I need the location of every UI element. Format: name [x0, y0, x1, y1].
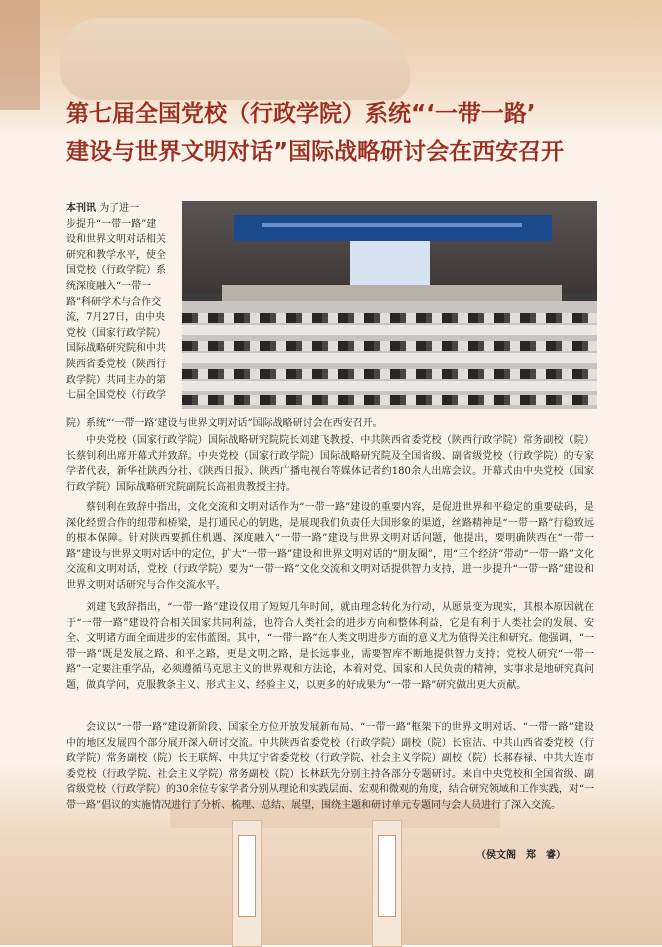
photo-seat-row [182, 325, 597, 335]
body-paragraph-1: 中央党校（国家行政学院）国际战略研究院院长刘建飞教授、中共陕西省委党校（陕西行政学院）常务副校（院）长蔡钊利出席开幕式并致辞。中央党校（国家行政学院）国际战略研究院及全国省级、副省级党校（行政学院）的专家学者代表，新华社陕西分社、《陕西日报》、陕西广播电视台等媒体记者约180余人出席会议。开幕式由中央党校（国家行政学院）国际战略研究院副院长高祖贵教授主持。 [66, 435, 594, 493]
intro-line: 步提升“一带一路”建 [66, 218, 157, 230]
intro-line: 统深度融入“一带一 [66, 281, 152, 292]
intro-line: 设和世界文明对话相关 [66, 234, 166, 246]
photo-audience-row [182, 395, 597, 405]
author-credit: （侯文阁 郑 睿） [476, 850, 566, 861]
inscribed-stone [60, 18, 410, 100]
gate-signboard-right [378, 835, 396, 917]
intro-line: 本刊讯 为了进一 [66, 203, 140, 214]
intro-line: 研究和教学水平，使全 [66, 249, 166, 261]
tree-silhouette [0, 0, 40, 110]
intro-line: 七届全国党校（行政学 [66, 390, 166, 402]
intro-line: 国党校（行政学院）系 [66, 265, 166, 277]
photo-audience-row [182, 341, 597, 351]
body-paragraph-3: 刘建飞致辞指出，“一带一路”建设仅用了短短几年时间，就由理念转化为行动，从愿景变为现实，其根本原因就在于“一带一路”建设符合相关国家共同利益，也符合人类社会的进步方向和整体利益，它是有利于人类社会的发展、安全、文明诸方面全面进步的宏伟蓝图。其中，“一带一路”在人类文明进步方面的意义尤为值得关注和研究。他强调，“一带一路”既是发展之路、和平之路，更是文明之路，是长远事业，需要智库不断地提供智力支持；党校人研究“一带一路”一定要注重学品，必须遵循马克思主义的世界观和方法论，本着对党、国家和人民负责的精神，实事求是地研究真问题，做真学问，克服教条主义、形式主义、经验主义，以更多的好成果为“一带一路”研究做出更大贡献。 [66, 602, 594, 691]
intro-line: 党校（国家行政学院） [66, 327, 166, 339]
article-title-line-1: 第七届全国党校（行政学院）系统“‘一带一路’ [66, 101, 536, 127]
photo-audience-row [182, 369, 597, 379]
gate-signboard-left [238, 835, 256, 917]
photo-stage [222, 285, 562, 301]
photo-banner-text-shape [262, 223, 522, 227]
photo-banner [234, 215, 552, 241]
intro-line-full: 院）系统“‘一带一路’建设与世界文明对话”国际战略研讨会在西安召开。 [66, 418, 383, 429]
photo-audience-row [182, 313, 597, 323]
news-tag: 本刊讯 [66, 203, 96, 214]
intro-line: 国际战略研究院和中共 [66, 343, 166, 355]
photo-screen [350, 241, 430, 287]
intro-line: 路”科研学术与合作交 [66, 296, 162, 308]
intro-line: 政学院）共同主办的第 [66, 374, 166, 386]
article-title-line-2: 建设与世界文明对话”国际战略研讨会在西安召开 [66, 139, 565, 165]
photo-seat-row [182, 381, 597, 391]
intro-line: 陕西省委党校（陕西行 [66, 359, 166, 370]
body-paragraph-4: 会议以“一带一路”建设新阶段、国家全方位开放发展新布局、“一带一路”框架下的世界文明对话、“一带一路”建设中的地区发展四个部分展开深入研讨交流。中共陕西省委党校（行政学院）副校（院）长宦洁、中共山西省委党校（行政学院）常务副校（院）长王联辉、中共辽宁省委党校（行政学院、社会主义学院）副校（院）长郝春禄、中共大连市委党校（行政学院、社会主义学院）常务副校（院）长林跃先分别主持各部分专题研讨。来自中央党校和全国省级、副省级党校（行政学院）的30余位专家学者分别从理论和实践层面、宏观和微观的角度，结合研究领域和工作实践，对“一带一路”倡议的实施情况进行了分析、梳理、总结、展望，围绕主题和研讨单元专题同与会人员进行了深入交流。 [66, 722, 594, 811]
conference-photo [182, 201, 597, 409]
photo-seat-row [182, 353, 597, 363]
intro-line: 流，7月27日，由中央 [66, 312, 166, 324]
body-paragraph-2: 蔡钊利在致辞中指出，文化交流和文明对话作为“一带一路”建设的重要内容，是促进世界和平稳定的重要砝码，是深化经贸合作的纽带和桥梁，是打通民心的钥匙，是展现我们负责任大国形象的渠道，丝路精神是“一带一路”行稳致远的根本保障。针对陕西要抓住机遇、深度融入“一带一路”建设与世界文明对话问题，他提出，要明确陕西在“一带一路”建设与世界文明对话中的定位，扩大“一带一路”建设和世界文明对话的“朋友圈”，用“三个经济”带动“一带一路”文化交流和文明对话，党校（行政学院）要为“一带一路”文化交流和文明对话提供智力支持，进一步提升“一带一路”建设和世界文明对话研究与合作交流水平。 [66, 502, 594, 591]
